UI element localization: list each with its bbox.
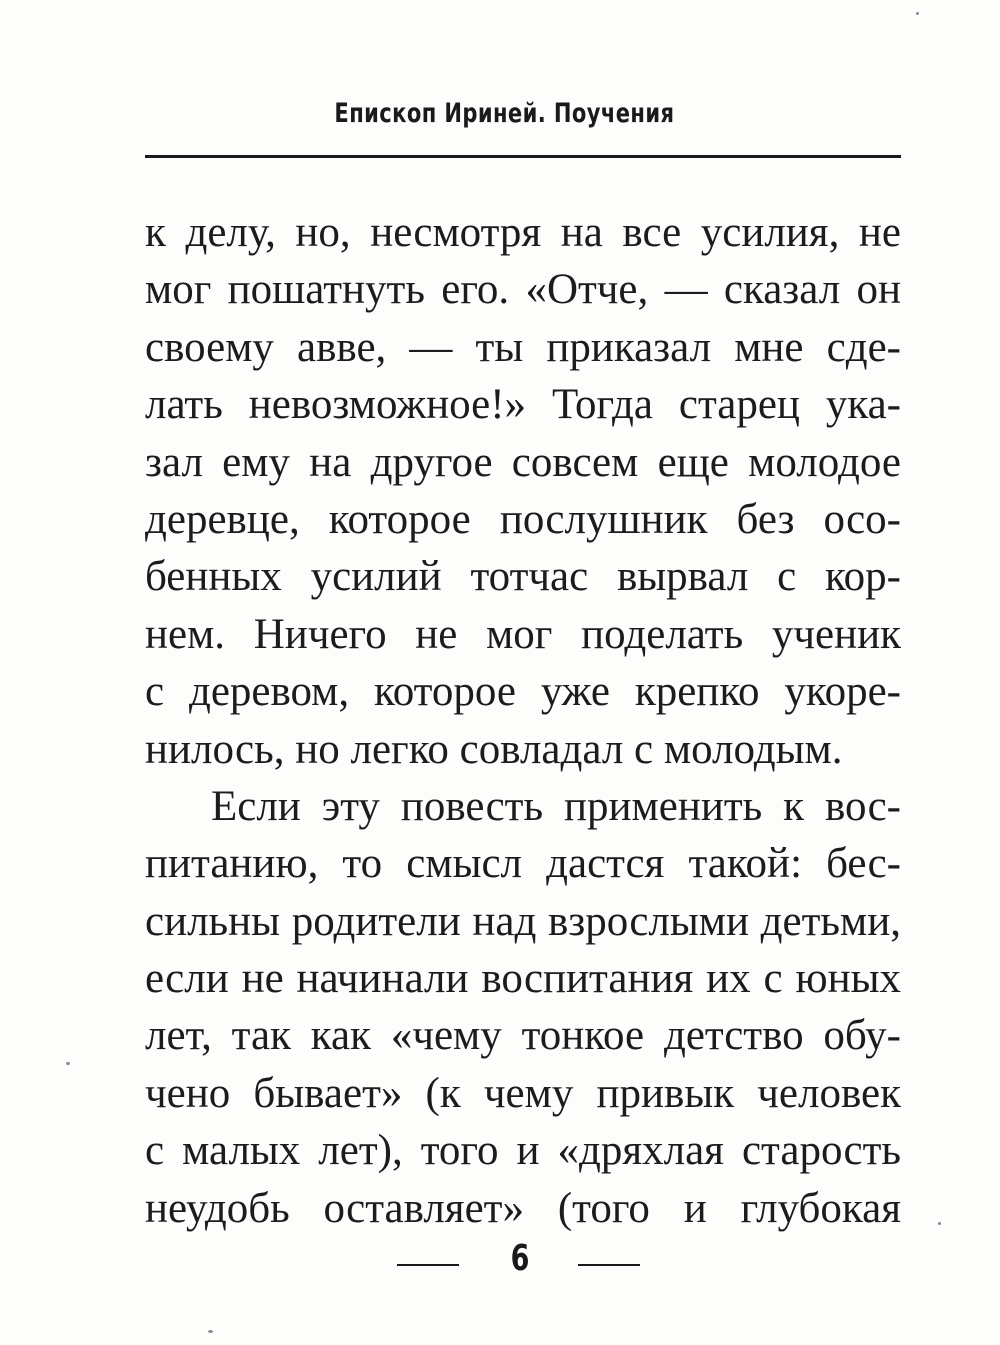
text-line: питанию, то смысл дастся такой: бес- [145,840,901,888]
text-line: бенных усилий тотчас вырвал с кор- [145,553,901,601]
text-line: с деревом, которое уже крепко укоре- [145,668,901,716]
text-line: чено бывает» (к чему привык человек [145,1069,901,1117]
text-line: лет, так как «чему тонкое детство обу- [145,1012,901,1060]
scan-speck [208,1330,213,1333]
paragraph-start-line: Если эту повесть применить к вос- [211,782,901,830]
paragraph-end-line: нилось, но легко совладал с молодым. [145,725,843,773]
text-line: зал ему на другое совсем еще молодое [145,438,901,486]
folio-dash-left [397,1264,459,1266]
folio-dash-right [578,1264,640,1266]
scan-speck [66,1062,70,1065]
text-line: неудобь оставляет» (того и глубокая [145,1184,901,1232]
text-line: к делу, но, несмотря на все усилия, не [145,209,901,256]
scan-speck [938,1222,941,1225]
text-line: если не начинали воспитания их с юных [145,955,901,1003]
text-line: мог пошатнуть его. «Отче, — сказал он [145,266,901,314]
text-line: сильны родители над взрослыми детьми, [145,897,901,945]
body-text [145,204,901,1237]
scan-speck [916,12,919,15]
text-line: деревце, которое послушник без осо- [145,495,901,543]
text-line: своему авве, — ты приказал мне сде- [145,323,901,371]
text-line: лать невозможное!» Тогда старец ука- [145,381,901,429]
text-line: с малых лет), того и «дряхлая старость [145,1127,901,1175]
header-rule [145,155,901,158]
page-footer [0,1238,1000,1278]
running-head: Епископ Ириней. Поучения [334,98,675,129]
text-line: нем. Ничего не мог поделать ученик [145,610,901,658]
page-number: 6 [510,1238,530,1279]
